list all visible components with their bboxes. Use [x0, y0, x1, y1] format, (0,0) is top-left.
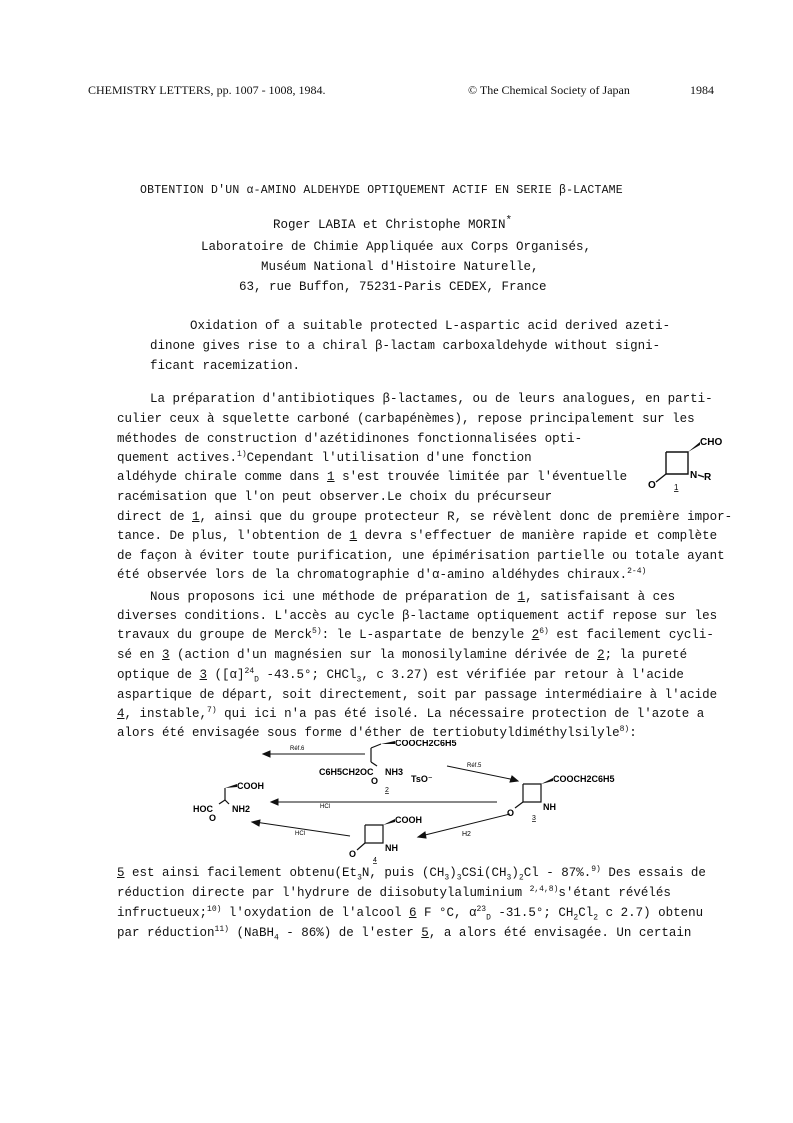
o-label: O [648, 480, 656, 491]
text: tance. De plus, l'obtention de [117, 529, 350, 543]
text: - 86%) de l'ester [278, 926, 422, 940]
compound-3-nh: NH [543, 802, 556, 812]
compound-number: 4 [117, 707, 125, 721]
text: N, puis (CH [361, 866, 445, 880]
text: quement actives. [117, 451, 238, 465]
body-line: racémisation que l'on peut observer.Le choix du précurseur [117, 490, 553, 504]
text: CSi(CH [461, 866, 507, 880]
text: , c 3.27) est vérifiée par retour à l'acide [361, 668, 684, 682]
text: s'étant révélés [558, 886, 671, 900]
reference-mark: 6) [539, 626, 549, 636]
body-line [117, 510, 732, 524]
text: réduction directe par l'hydrure de diisobutylaluminium [117, 886, 530, 900]
abstract-line: dinone gives rise to a chiral β-lactam carboxaldehyde without signi- [150, 339, 661, 353]
compound-4-nh: NH [385, 843, 398, 853]
subscript: 3 [357, 873, 362, 883]
text: , satisfaisant à ces [525, 590, 676, 604]
rotation-line: D [254, 675, 259, 685]
text: -43.5°; CHCl [258, 668, 357, 682]
compound-2-ester: COOCH2C6H5 [395, 740, 457, 748]
compound-number: 2 [531, 628, 540, 642]
body-line [117, 451, 532, 465]
beta-lactam-ring [666, 452, 688, 474]
rotation-line: D [486, 913, 491, 923]
body-line: aspartique de départ, soit directement, soit par passage intermédiaire à l'acide [117, 688, 718, 702]
compound-3-ester: COOCH2C6H5 [553, 774, 615, 784]
abstract-line: Oxidation of a suitable protected L-aspartic acid derived azeti- [190, 319, 671, 333]
compound-number: 3 [162, 648, 170, 662]
reference-mark: 8) [619, 724, 630, 734]
body-line: méthodes de construction d'azétidinones fonctionnalisées opti- [117, 432, 583, 446]
arrowhead [263, 751, 270, 757]
text: sé en [117, 648, 163, 662]
compound-number: 4 [373, 857, 377, 864]
reference-mark: 11) [214, 924, 229, 934]
compound-number: 5 [117, 866, 125, 880]
text: ([α] [207, 668, 245, 682]
n-label: N [690, 470, 698, 481]
subscript: 4 [273, 933, 279, 943]
acid-oxygen: O [209, 813, 217, 823]
journal-year: 1984 [690, 83, 714, 97]
affiliation-line-2: Muséum National d'Histoire Naturelle, [261, 260, 539, 274]
paper-title: OBTENTION D'UN α-AMINO ALDEHYDE OPTIQUEMENT ACTIF EN SERIE β-LACTAME [140, 184, 623, 197]
text: Cl [578, 906, 594, 920]
text: optique de [117, 668, 200, 682]
compound-2-ammonium: NH3 [385, 767, 404, 777]
compound-number: 6 [408, 906, 417, 920]
author-names: Roger LABIA et Christophe MORIN [273, 218, 506, 232]
text: Des essais de [600, 866, 706, 880]
body-line: de façon à éviter toute purification, une épimérisation partielle ou totale ayant [117, 549, 725, 563]
r-label: R [704, 472, 712, 483]
reference-mark: 2,4,8) [529, 884, 559, 894]
subscript: 2 [573, 913, 579, 923]
arrowhead [418, 832, 426, 838]
compound-3-oxygen: O [507, 808, 515, 818]
text: : le L-aspartate de benzyle [321, 628, 532, 642]
text: s'est trouvée limitée par l'éventuelle [334, 470, 628, 484]
body-line [117, 470, 627, 484]
body-line [117, 726, 637, 740]
body-line [117, 864, 706, 883]
affiliation-line-3: 63, rue Buffon, 75231-Paris CEDEX, France [239, 280, 547, 294]
text: ; la pureté [604, 648, 688, 662]
compound-number: 2 [597, 648, 605, 662]
text: c 2.7) obtenu [598, 906, 704, 920]
journal-pages: pp. 1007 - 1008, 1984. [216, 83, 326, 97]
reference-mark: 7) [207, 705, 217, 715]
reference-mark: 10) [207, 904, 222, 914]
compound-4-oxygen: O [349, 849, 357, 859]
text: direct de [117, 510, 193, 524]
text: , ainsi que du groupe protecteur R, se révèlent donc de première impor- [199, 510, 733, 524]
arrowhead [252, 820, 260, 826]
ref5-label: Réf.5 [467, 763, 482, 769]
subscript: 3 [444, 873, 450, 883]
journal-name: CHEMISTRY LETTERS, [88, 83, 214, 97]
journal-citation [88, 83, 326, 98]
reference-mark: 9) [591, 864, 601, 874]
body-line [117, 666, 684, 685]
text: -31.5°; CH [490, 906, 574, 920]
text: été observée lors de la chromatographie d'α-amino aldéhydes chiraux. [117, 568, 628, 582]
reaction-scheme [185, 740, 615, 865]
abstract-line: ficant racemization. [150, 359, 301, 373]
compound-number: 1 [517, 590, 526, 604]
text: devra s'effectuer de manière rapide et complète [357, 529, 718, 543]
text: Cl - 87%. [523, 866, 592, 880]
body-line [117, 924, 692, 943]
text: qui ici n'a pas été isolé. La nécessaire protection de l'azote a [216, 707, 705, 721]
arrowhead [510, 776, 518, 782]
body-line [150, 590, 675, 604]
text: Nous proposons ici une méthode de préparation de [150, 590, 518, 604]
body-line [117, 707, 704, 721]
body-line: La préparation d'antibiotiques β-lactames, ou de leurs analogues, en parti- [150, 392, 713, 406]
rotation-temp: 23 [476, 904, 487, 914]
compound-number: 5 [421, 926, 429, 940]
h2-label: H2 [462, 831, 471, 838]
reference-mark: 1) [237, 449, 247, 459]
subscript: 3 [506, 873, 512, 883]
reference-mark: 5) [312, 626, 322, 636]
authors [273, 214, 513, 232]
text: l'oxydation de l'alcool [221, 906, 409, 920]
text: , a alors été envisagée. Un certain [428, 926, 692, 940]
text: infructueux; [117, 906, 208, 920]
abstract [150, 316, 690, 376]
hcl-label-bottom: HCl [295, 831, 305, 837]
text: alors été envisagée sous forme d'éther de tertiobutyldiméthylsilyle [117, 726, 620, 740]
text: travaux du groupe de Merck [117, 628, 313, 642]
reference-mark: 2-4) [627, 566, 647, 576]
cho-label: CHO [700, 437, 723, 448]
subscript: 3 [356, 675, 362, 685]
text: , instable, [124, 707, 208, 721]
compound-number: 2 [385, 787, 389, 794]
ref6-label: Réf.6 [290, 746, 305, 752]
text: (action d'un magnésien sur la monosilylamine dérivée de [169, 648, 598, 662]
text: ) [449, 866, 457, 880]
body-line [117, 648, 687, 662]
compound-1-structure [642, 430, 742, 492]
text: aldéhyde chirale comme dans [117, 470, 328, 484]
body-line [117, 568, 646, 582]
body-line [117, 529, 717, 543]
text: : [629, 726, 637, 740]
compound-number: 3 [199, 668, 208, 682]
text: (NaBH [228, 926, 274, 940]
compound-number: 1 [349, 529, 358, 543]
compound-number: 1 [327, 470, 335, 484]
body-line: diverses conditions. L'accès au cycle β-lactame optiquement actif repose sur les [117, 609, 718, 623]
text: par réduction [117, 926, 215, 940]
acid-nh2: NH2 [232, 804, 251, 814]
carbonyl-bond [656, 474, 666, 482]
subscript: 3 [456, 873, 462, 883]
body-line [117, 628, 714, 642]
acid-cooh: COOH [237, 781, 264, 791]
text: est ainsi facilement obtenu(Et [124, 866, 358, 880]
compound-number: 1 [192, 510, 200, 524]
hcl-label-top: HCl [320, 804, 330, 810]
compound-2-counterion: TsO⁻ [411, 774, 433, 784]
rotation-temp: 24 [244, 666, 255, 676]
body-line [117, 904, 704, 923]
affiliation-line-1: Laboratoire de Chimie Appliquée aux Corps Organisés, [201, 240, 592, 254]
text: Cependant l'utilisation d'une fonction [246, 451, 532, 465]
wedge-bond [688, 442, 700, 452]
text: F °C, α [416, 906, 477, 920]
arrowhead [271, 799, 278, 805]
subscript: 2 [593, 913, 599, 923]
body-line: culier ceux à squelette carboné (carbapénèmes), repose principalement sur les [117, 412, 695, 426]
compound-number: 1 [674, 483, 679, 492]
acid-hoc: HOC [193, 804, 213, 814]
compound-number: 3 [532, 815, 536, 822]
author-mark: * [505, 214, 513, 227]
subscript: 2 [518, 873, 524, 883]
text: ) [511, 866, 519, 880]
compound-2-oxygen: O [371, 776, 379, 786]
compound-2-benzyl: C6H5CH2OC [319, 767, 374, 777]
body-line [117, 886, 671, 900]
text: est facilement cycli- [548, 628, 714, 642]
compound-4-cooh: COOH [395, 815, 422, 825]
copyright-notice: © The Chemical Society of Japan [468, 83, 630, 97]
